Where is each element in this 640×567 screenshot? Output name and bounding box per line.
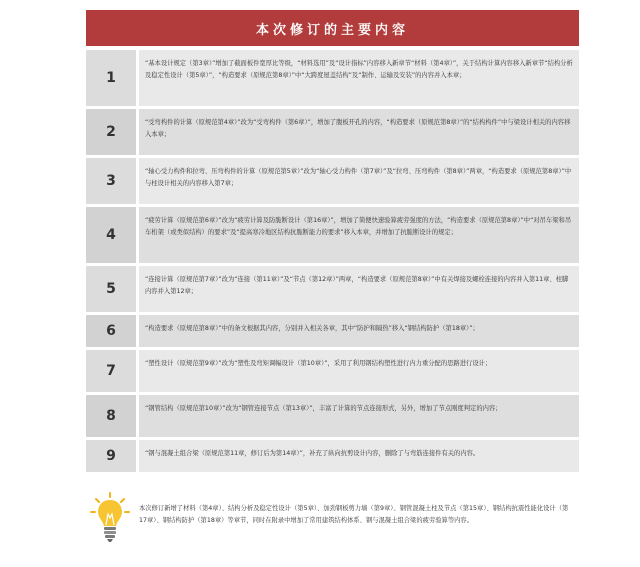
row-number: 6: [86, 315, 136, 347]
table-row: [86, 395, 579, 437]
table-row: [86, 109, 579, 155]
lightbulb-icon: [90, 492, 130, 544]
row-text: “构造要求（原规范第8章）”中的条文根据其内容，分别并入相关各章，其中“防护和隔热”移入“钢结构防护（第18章）”；: [139, 315, 579, 347]
row-number: 4: [86, 207, 136, 263]
table-row: [86, 440, 579, 472]
row-number: 2: [86, 109, 136, 155]
summary-text: 本次修订新增了材料（第4章）、结构分析及稳定性设计（第5章）、加劲钢板剪力墙（第9章）、钢管混凝土柱及节点（第15章）、钢结构抗震性能化设计（第17章）、钢结构防护（第18章）等章节，同时在附录中增加了常用建筑结构体系、钢与混凝土组合梁的疲劳验算等内容。: [139, 505, 569, 524]
row-number: 8: [86, 395, 136, 437]
revision-table: [86, 10, 579, 475]
table-row: [86, 207, 579, 263]
table-row: [86, 315, 579, 347]
row-number: 9: [86, 440, 136, 472]
summary-note: [86, 490, 579, 550]
row-text: “钢管结构（原规范第10章）”改为“钢管连接节点（第13章）”，丰富了计算的节点连接形式，另外，增加了节点刚度判定的内容；: [139, 395, 579, 437]
table-row: [86, 266, 579, 312]
row-text: “钢与混凝土组合梁（原规范第11章，修订后为第14章）”，补充了纵向抗剪设计内容，删除了与弯筋连接件有关的内容。: [139, 440, 579, 472]
row-number: 5: [86, 266, 136, 312]
row-text: “连接计算（原规范第7章）”改为“连接（第11章）”及“节点（第12章）”两章，“构造要求（原规范第8章）”中有关焊接及螺栓连接的内容并入第11章、柱脚内容并入第12章；: [139, 266, 579, 312]
table-body: [86, 50, 579, 472]
table-header: [86, 10, 579, 46]
row-text: “疲劳计算（原规范第6章）”改为“疲劳计算及防脆断设计（第16章）”，增加了简便快速验算疲劳强度的方法，“构造要求（原规范第8章）”中“对吊车梁和吊车桁架（或类似结构）的要求”及“提高寒冷地区结构抗脆断能力的要求”移入本章，并增加了抗脆断设计的规定；: [139, 207, 579, 263]
row-number: 1: [86, 50, 136, 106]
row-number: 3: [86, 158, 136, 204]
row-text: “基本设计规定（第3章）”增加了截面板件宽厚比等级，“材料选用”及“设计指标”内容移入新章节“材料（第4章）”，关于结构计算内容移入新章节“结构分析及稳定性设计（第5章）”，“构造要求（原规范第8章）”中“大跨度屋盖结构”及“制作、运输及安装”的内容并入本章；: [139, 50, 579, 106]
row-text: “受弯构件的计算（原规范第4章）”改为“受弯构件（第6章）”，增加了腹板开孔的内容，“构造要求（原规范第8章）”的“结构构件”中与梁设计相关的内容移入本章；: [139, 109, 579, 155]
row-text: “轴心受力构件和拉弯、压弯构件的计算（原规范第5章）”改为“轴心受力构件（第7章）”及“拉弯、压弯构件（第8章）”两章，“构造要求（原规范第8章）”中与柱设计相关的内容移入第7章；: [139, 158, 579, 204]
row-text: “塑性设计（原规范第9章）”改为“塑性及弯矩调幅设计（第10章）”，采用了利用钢结构塑性进行内力重分配的思路进行设计；: [139, 350, 579, 392]
row-number: 7: [86, 350, 136, 392]
table-row: [86, 158, 579, 204]
table-title: 本次修订的主要内容: [255, 22, 409, 38]
table-row: [86, 50, 579, 106]
table-row: [86, 350, 579, 392]
